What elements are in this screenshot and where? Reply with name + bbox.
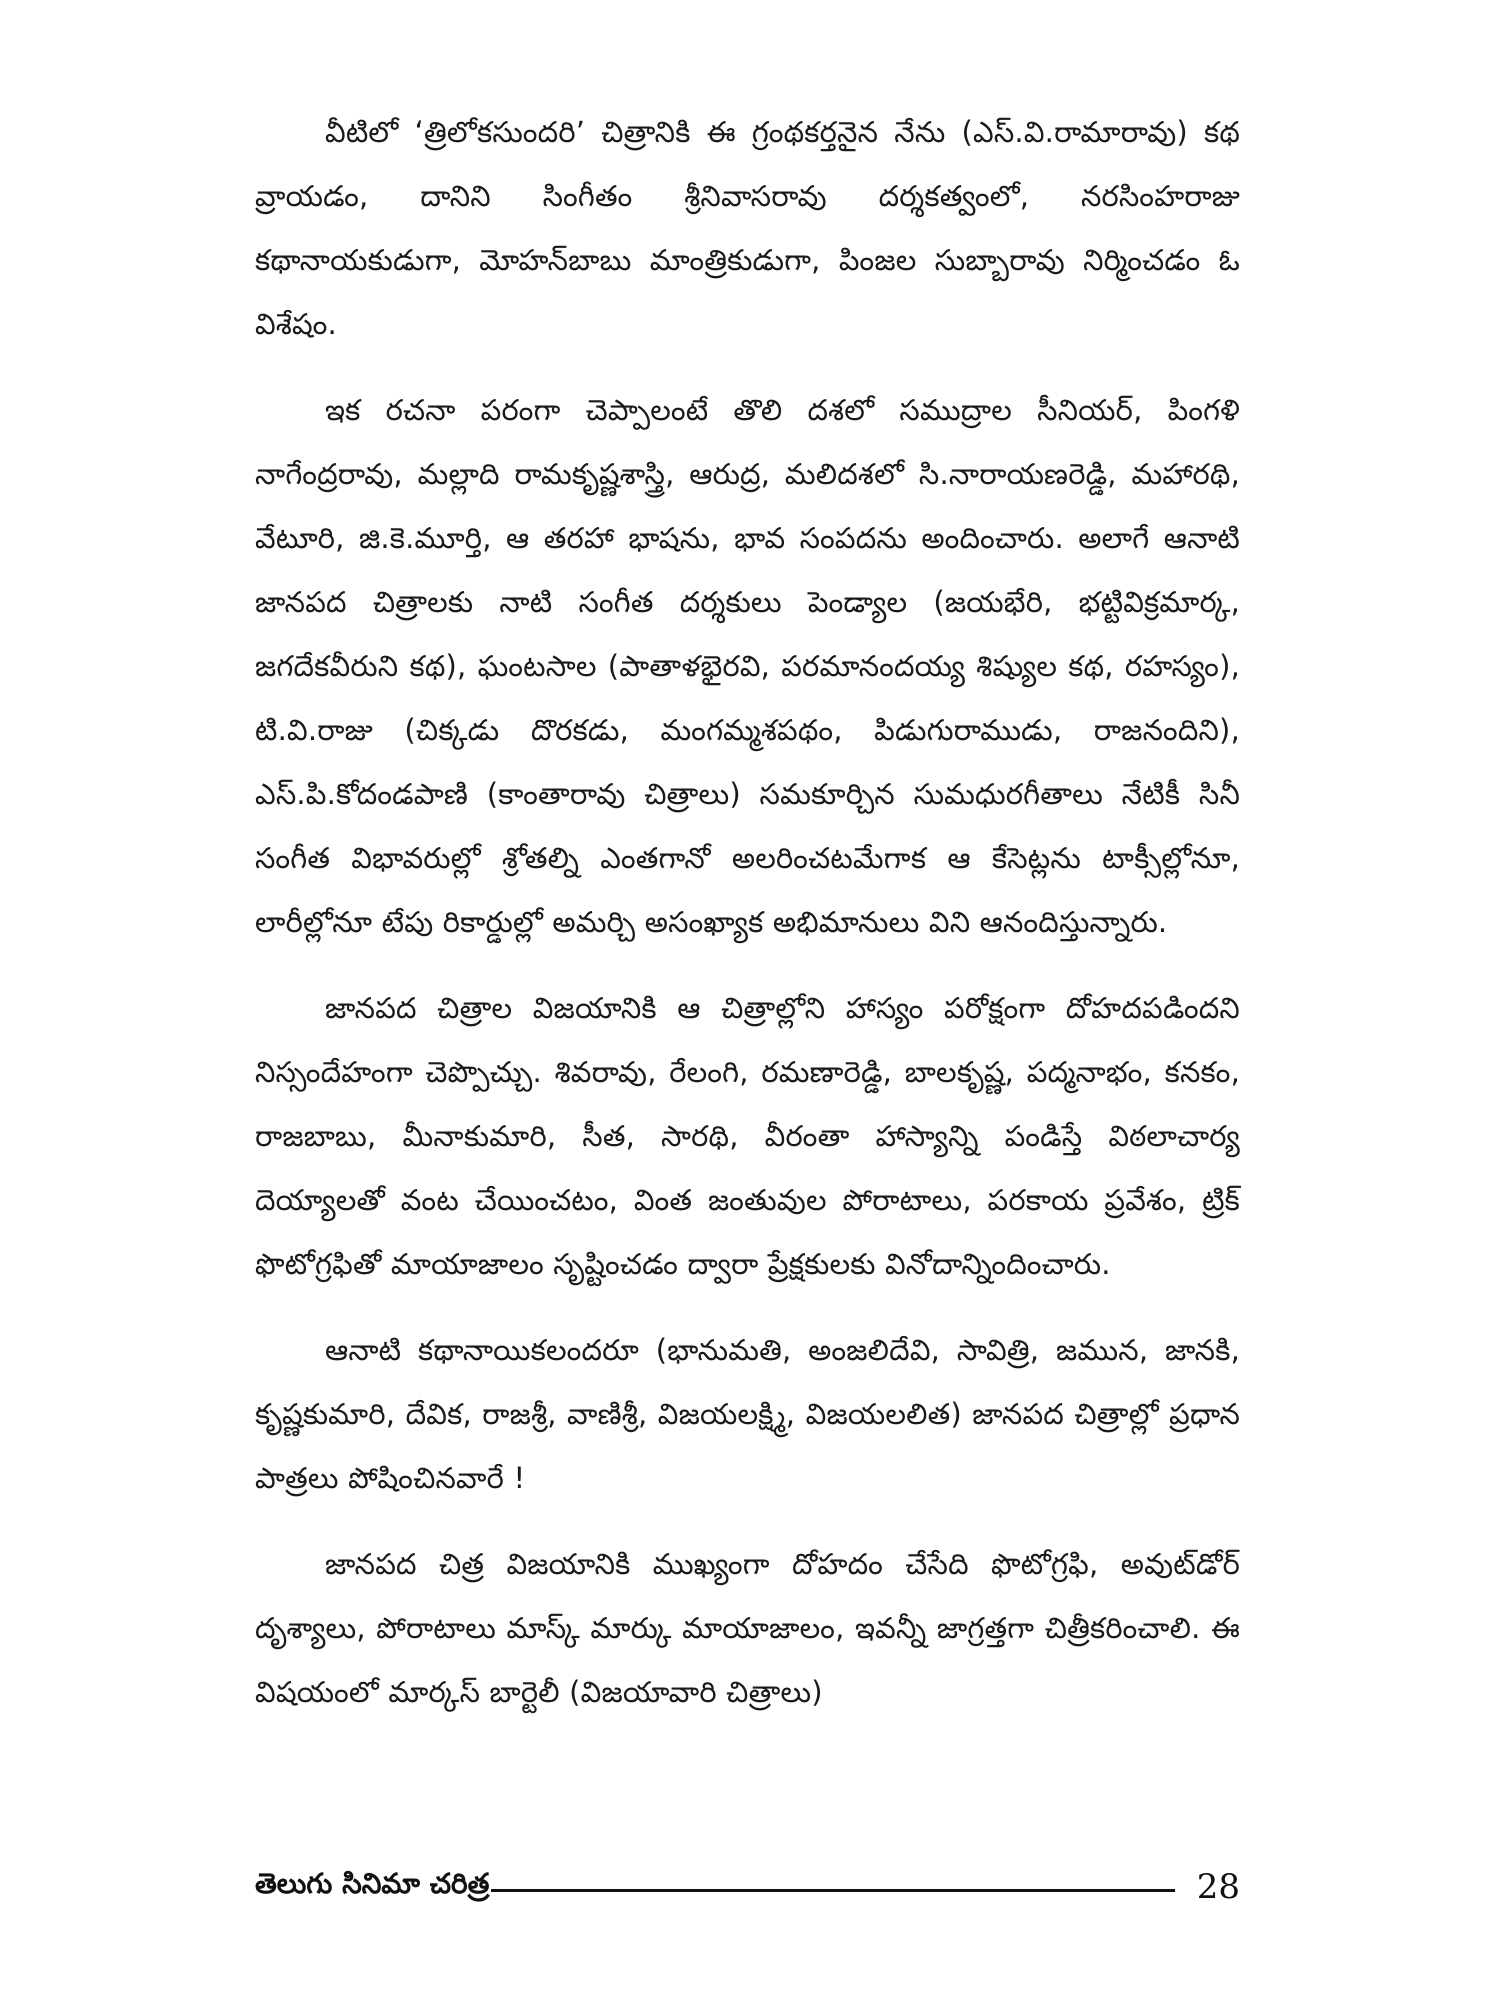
paragraph: ఇక రచనా పరంగా చెప్పాలంటే తొలి దశలో సముద్రాల సీనియర్, పింగళి నాగేంద్రరావు, మల్లాది రామకృష్ణశాస్త్రి, ఆరుద్ర, మలిదశలో సి.నారాయణరెడ్డి, మహారథి, వేటూరి, జి.కె.మూర్తి, ఆ తరహా భాషను, భావ సంపదను అందించారు. అలాగే ఆనాటి జానపద చిత్రాలకు నాటి సంగీత దర్శకులు పెండ్యాల (జయభేరి, భట్టివిక్రమార్క, జగదేకవీరుని కథ), ఘంటసాల (పాతాళభైరవి, పరమానందయ్య శిష్యుల కథ, రహస్యం), టి.వి.రాజు (చిక్కడు దొరకడు, మంగమ్మశపథం, పిడుగురాముడు, రాజనందిని), ఎస్.పి.కోదండపాణి (కాంతారావు చిత్రాలు) సమకూర్చిన సుమధురగీతాలు నేటికీ సినీ సంగీత విభావరుల్లో శ్రోతల్ని ఎంతగానో అలరించటమేగాక ఆ కేసెట్లను టాక్సీల్లోనూ, లారీల్లోనూ టేపు రికార్డుల్లో అమర్చి అసంఖ్యాక అభిమానులు విని ఆనందిస్తున్నారు. — [255, 393, 1240, 939]
paragraph: వీటిలో ‘త్రిలోకసుందరి’ చిత్రానికి ఈ గ్రంథకర్తనైన నేను (ఎస్.వి.రామారావు) కథ వ్రాయడం, దానిని సింగీతం శ్రీనివాసరావు దర్శకత్వంలో, నరసింహరాజు కథానాయకుడుగా, మోహన్‌బాబు మాంత్రికుడుగా, పింజల సుబ్బారావు నిర్మించడం ఓ విశేషం. — [255, 115, 1240, 341]
paragraph: జానపద చిత్ర విజయానికి ముఖ్యంగా దోహదం చేసేది ఫొటోగ్రఫి, అవుట్‌డోర్ దృశ్యాలు, పోరాటాలు మాస్క్ మార్కు మాయాజాలం, ఇవన్నీ జాగ్రత్తగా చిత్రీకరించాలి. ఈ విషయంలో మార్కస్ బార్టెలీ (విజయావారి చిత్రాలు) — [255, 1547, 1240, 1709]
body-text — [255, 100, 1240, 1746]
paragraph: ఆనాటి కథానాయికలందరూ (భానుమతి, అంజలిదేవి, సావిత్రి, జమున, జానకి, కృష్ణకుమారి, దేవిక, రాజశ్రీ, వాణిశ్రీ, విజయలక్ష్మి, విజయలలిత) జానపద చిత్రాల్లో ప్రధాన పాత్రలు పోషించినవారే ! — [255, 1333, 1240, 1495]
paragraph: జానపద చిత్రాల విజయానికి ఆ చిత్రాల్లోని హాస్యం పరోక్షంగా దోహదపడిందని నిస్సందేహంగా చెప్పొచ్చు. శివరావు, రేలంగి, రమణారెడ్డి, బాలకృష్ణ, పద్మనాభం, కనకం, రాజబాబు, మీనాకుమారి, సీత, సారథి, వీరంతా హాస్యాన్ని పండిస్తే విఠలాచార్య దెయ్యాలతో వంట చేయించటం, వింత జంతువుల పోరాటాలు, పరకాయ ప్రవేశం, ట్రిక్ ఫొటోగ్రఫితో మాయాజాలం సృష్టించడం ద్వారా ప్రేక్షకులకు వినోదాన్నిందించారు. — [255, 991, 1240, 1281]
page-footer — [255, 1862, 1240, 1912]
page-number: 28 — [1196, 1867, 1240, 1907]
footer-divider — [491, 1889, 1174, 1892]
book-title: తెలుగు సినిమా చరిత్ర — [255, 1867, 490, 1900]
